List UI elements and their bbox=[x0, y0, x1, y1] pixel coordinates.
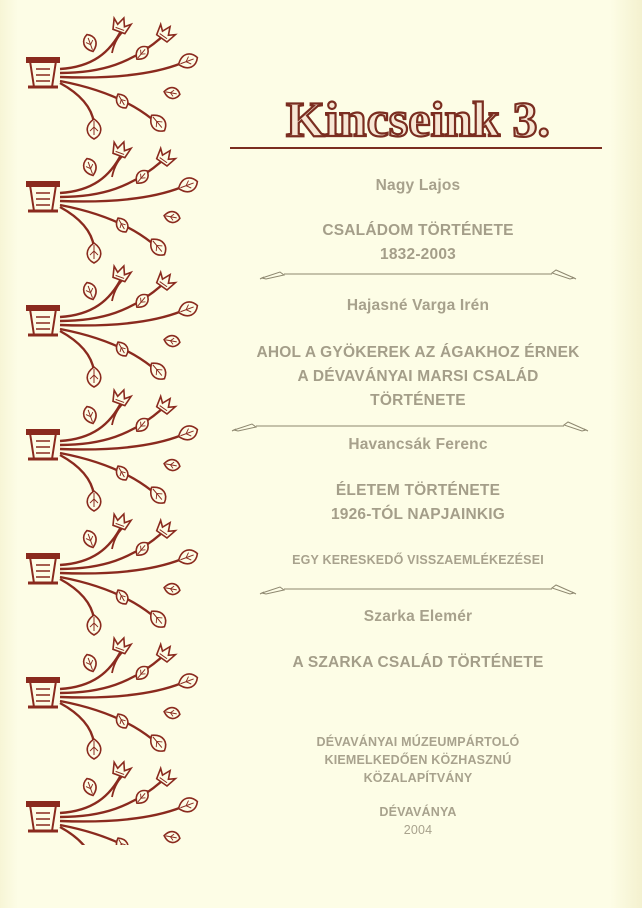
title-page-content bbox=[218, 0, 618, 908]
work-title-line: A DÉVAVÁNYAI MARSI CSALÁD bbox=[297, 368, 539, 385]
work-title-line: AHOL A GYÖKEREK AZ ÁGAKHOZ ÉRNEK bbox=[256, 344, 580, 361]
publisher-line: DÉVAVÁNYAI MÚZEUMPÁRTOLÓ bbox=[316, 735, 520, 749]
work-title-line: ÉLETEM TÖRTÉNETE bbox=[335, 482, 501, 499]
author-name: Hajasné Varga Irén bbox=[346, 297, 490, 314]
work-title-line: CSALÁDOM TÖRTÉNETE bbox=[322, 222, 514, 239]
book-title-block bbox=[218, 88, 618, 148]
book-title-svg bbox=[218, 88, 618, 148]
work-subtitle: EGY KERESKEDŐ VISSZAEMLÉKEZÉSEI bbox=[292, 553, 544, 567]
title-underline bbox=[230, 147, 602, 149]
quill-pen-divider-icon bbox=[230, 418, 590, 432]
author-name: Havancsák Ferenc bbox=[348, 436, 488, 453]
publication-place: DÉVAVÁNYA bbox=[379, 805, 457, 819]
publication-year: 2004 bbox=[403, 823, 433, 837]
quill-pen-divider-icon bbox=[258, 266, 578, 280]
quill-pen-divider-icon bbox=[258, 581, 578, 595]
author-name: Szarka Elemér bbox=[363, 608, 473, 625]
publisher-line: KÖZALAPÍTVÁNY bbox=[363, 771, 473, 785]
book-title: Kincseink 3. bbox=[286, 91, 550, 147]
work-title-line: 1926-TÓL NAPJAINKIG bbox=[330, 506, 506, 523]
work-title-line: A SZARKA CSALÁD TÖRTÉNETE bbox=[292, 654, 544, 671]
work-title-line: 1832-2003 bbox=[380, 246, 456, 263]
author-name: Nagy Lajos bbox=[375, 177, 461, 194]
publisher-line: KIEMELKEDŐEN KÖZHASZNÚ bbox=[324, 753, 512, 767]
work-title-line: TÖRTÉNETE bbox=[370, 392, 466, 409]
folk-tulip-tree-ornament-icon bbox=[22, 15, 202, 845]
